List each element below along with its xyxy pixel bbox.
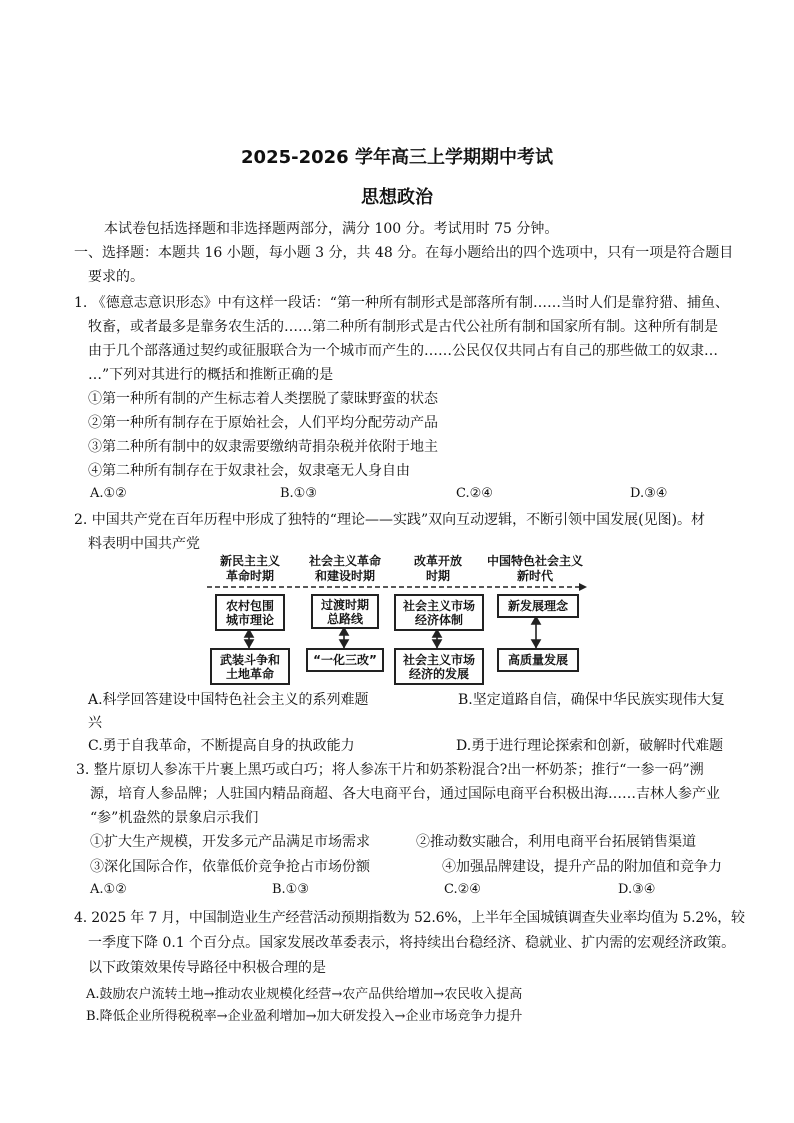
diagram-box-theory: 新发展理念 [497,594,579,618]
era-label: 新民主主义 革命时期 [219,554,280,583]
diagram-box-practice: “一化三改” [306,648,384,672]
question-stem-line: 2. 中国共产党在百年历程中形成了独特的“理论——实践”双向互动逻辑，不断引领中国发展(见图)。材 [74,512,706,528]
diagram-box-practice: 武装斗争和 土地革命 [210,648,290,685]
option-c[interactable]: C.勇于自我革命，不断提高自身的执政能力 [88,738,355,754]
statement-1: ①第一种所有制的产生标志着人类摆脱了蒙昧野蛮的状态 [88,391,438,407]
statement-4: ④第二种所有制存在于奴隶社会，奴隶毫无人身自由 [88,463,410,479]
option-b[interactable]: B.①③ [280,486,317,501]
diagram-box-practice: 高质量发展 [497,648,579,672]
option-d[interactable]: D.③④ [630,486,668,501]
question-stem-line: 1. 《德意志意识形态》中有这样一段话：“第一种所有制形式是部落所有制……当时人们是靠狩猎、捕鱼、 [74,295,729,311]
option-d[interactable]: D.③④ [618,882,656,897]
subject-title: 思想政治 [361,187,433,208]
question-stem-line: 牧畜，或者最多是靠务农生活的……第二种所有制形式是古代公社所有制和国家所有制。这种所有制是 [88,319,718,335]
option-c[interactable]: C.②④ [456,486,493,501]
exam-title: 2025-2026 学年高三上学期期中考试 [241,147,553,168]
question-stem-line: 4. 2025 年 7 月，中国制造业生产经营活动预期指数为 52.6%，上半年全国城镇调查失业率均值为 5.2%，较 [74,910,745,926]
question-stem-line: 由于几个部落通过契约或征服联合为一个城市而产生的……公民仅仅共同占有自己的那些做工的奴隶… [88,343,718,359]
option-a[interactable]: A.科学回答建设中国特色社会主义的系列难题 [88,692,369,708]
statement-3: ③深化国际合作，依靠低价竞争抢占市场份额 [90,859,370,875]
question-stem-line: …”下列对其进行的概括和推断正确的是 [88,367,334,383]
statement-1: ①扩大生产规模，开发多元产品满足市场需求 [90,834,370,850]
section-heading: 一、选择题：本题共 16 小题，每小题 3 分，共 48 分。在每小题给出的四个选项中，只有一项是符合题目 [74,245,734,261]
diagram-box-theory: 农村包围 城市理论 [215,594,285,631]
diagram-box-theory: 社会主义市场 经济体制 [394,594,484,631]
option-a-cont: 兴 [88,715,102,731]
question-stem-line: 3. 整片原切人参冻干片裹上黑巧或白巧；将人参冻干片和奶茶粉混合?出一杯奶茶；推行“一参一码”溯 [76,762,704,778]
intro-text: 本试卷包括选择题和非选择题两部分，满分 100 分。考试用时 75 分钟。 [104,221,559,237]
question-stem-line: 以下政策效果传导路径中积极合理的是 [88,960,326,976]
option-d[interactable]: D.勇于进行理论探索和创新，破解时代难题 [456,738,724,754]
era-label: 中国特色社会主义 新时代 [486,554,583,583]
question-stem-line: 一季度下降 0.1 个百分点。国家发展改革委表示，将持续出台稳经济、稳就业、扩内需的宏观经济政策。 [88,935,736,951]
option-a[interactable]: A.①② [90,882,127,897]
option-a[interactable]: A.鼓励农户流转土地→推动农业规模化经营→农产品供给增加→农民收入提高 [86,987,523,1002]
era-label: 社会主义革命 和建设时期 [308,554,381,583]
section-heading-cont: 要求的。 [88,269,144,285]
diagram-box-practice: 社会主义市场 经济的发展 [394,648,484,685]
option-a[interactable]: A.①② [90,486,127,501]
question-stem-line: “参”机盎然的景象启示我们 [90,810,259,826]
statement-2: ②第一种所有制存在于原始社会，人们平均分配劳动产品 [88,415,438,431]
option-b[interactable]: B.降低企业所得税税率→企业盈利增加→加大研发投入→企业市场竞争力提升 [86,1009,523,1024]
statement-2: ②推动数实融合，利用电商平台拓展销售渠道 [416,834,696,850]
statement-4: ④加强品牌建设，提升产品的附加值和竞争力 [442,859,722,875]
era-label: 改革开放 时期 [413,554,462,583]
question-stem-line: 源，培育人参品牌；人驻国内精品商超、各大电商平台，通过国际电商平台积极出海……吉林人参产业 [90,786,720,802]
option-b[interactable]: B.①③ [272,882,309,897]
statement-3: ③第二种所有制中的奴隶需要缴纳苛捐杂税并依附于地主 [88,439,438,455]
diagram-box-theory: 过渡时期 总路线 [311,594,379,629]
option-c[interactable]: C.②④ [444,882,481,897]
question-stem-line: 料表明中国共产党 [88,536,200,552]
option-b[interactable]: B.坚定道路自信，确保中华民族实现伟大复 [458,692,725,708]
